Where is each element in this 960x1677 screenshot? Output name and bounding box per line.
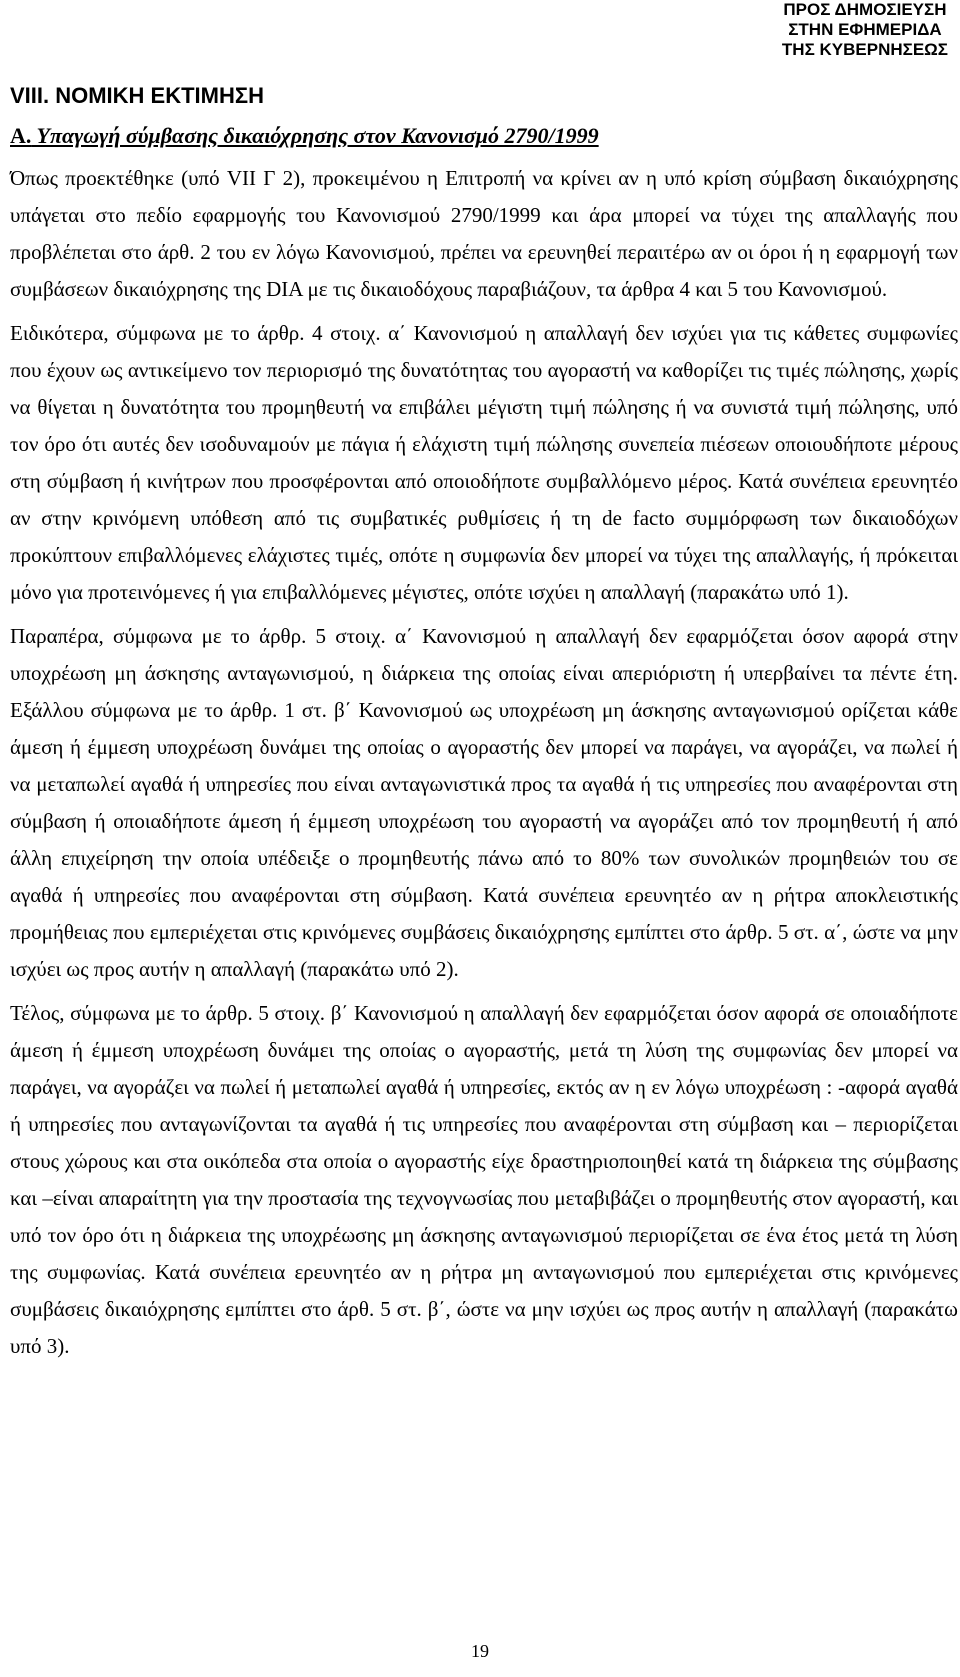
stamp-line-3: ΤΗΣ ΚΥΒΕΡΝΗΣΕΩΣ [781,40,948,59]
paragraph-1: Όπως προεκτέθηκε (υπό VII Γ 2), προκειμένου η Επιτροπή να κρίνει αν η υπό κρίση σύμβαση δικαιόχρησης υπάγεται στο πεδίο εφαρμογής του Κανονισμού 2790/1999 και άρα μπορεί να τύχει της απαλλαγής που προβλέπεται στο άρθ. 2 του εν λόγω Κανονισμού, πρέπει να ερευνηθεί περαιτέρω αν οι όροι ή η εφαρμογή των συμβάσεων δικαιόχρησης της DIA με τις δικαιοδόχους παραβιάζουν, τα άρθρα 4 και 5 του Κανονισμού. [10,166,958,301]
paragraph-2: Ειδικότερα, σύμφωνα με το άρθρ. 4 στοιχ. α΄ Κανονισμού η απαλλαγή δεν ισχύει για τις κάθετες συμφωνίες που έχουν ως αντικείμενο τον περιορισμό της δυνατότητας του αγοραστή να καθορίζει τις τιμές πώλησης, χωρίς να θίγεται η δυνατότητα του προμηθευτή να επιβάλει μέγιστη τιμή πώλησης ή να συνιστά τιμή πώλησης, υπό τον όρο ότι αυτές δεν ισοδυναμούν με πάγια ή ελάχιστη τιμή πώλησης συνεπεία πιέσεων οποιουδήποτε μέρους στη σύμβαση ή κινήτρων που προσφέρονται από οποιοδήποτε συμβαλλόμενο μέρος. Κατά συνέπεια ερευνητέο αν στην κρινόμενη υπόθεση από τις συμβατικές ρυθμίσεις ή τη de facto συμμόρφωση των δικαιοδόχων προκύπτουν επιβαλλόμενες ελάχιστες τιμές, οπότε η συμφωνία δεν μπορεί να τύχει της απαλλαγής, ή πρόκειται μόνο για προτεινόμενες ή για επιβαλλόμενες μέγιστες, οπότε ισχύει η απαλλαγή (παρακάτω υπό 1). [10,321,958,604]
publication-stamp [782,0,948,60]
page-number: 19 [471,1641,489,1661]
stamp-line-2: ΣΤΗΝ ΕΦΗΜΕΡΙΔΑ [788,20,942,39]
subsection-title-text: Υπαγωγή σύμβασης δικαιόχρησης στον Κανονισμό 2790/1999 [36,123,599,148]
stamp-line-1: ΠΡΟΣ ΔΗΜΟΣΙΕΥΣΗ [783,0,947,19]
subsection-number: Α. [10,123,32,148]
paragraph-3: Παραπέρα, σύμφωνα με το άρθρ. 5 στοιχ. α΄ Κανονισμού η απαλλαγή δεν εφαρμόζεται όσον αφορά στην υποχρέωση μη άσκησης ανταγωνισμού, η διάρκεια της οποίας είναι απεριόριστη ή υπερβαίνει τα πέντε έτη. Εξάλλου σύμφωνα με το άρθρ. 1 στ. β΄ Κανονισμού ως υποχρέωση μη άσκησης ανταγωνισμού ορίζεται κάθε άμεση ή έμμεση υποχρέωση δυνάμει της οποίας ο αγοραστής δεν μπορεί να παράγει, να αγοράζει, να πωλεί ή να μεταπωλεί αγαθά ή υπηρεσίες που είναι ανταγωνιστικά προς τα αγαθά ή τις υπηρεσίες που αναφέρονται στη σύμβαση ή οποιαδήποτε άμεση ή έμμεση υποχρέωση του αγοραστή να αγοράζει από τον προμηθευτή ή από άλλη επιχείρηση την οποία υπέδειξε ο προμηθευτής πάνω από το 80% των συνολικών προμηθειών του σε αγαθά ή υπηρεσίες που αναφέρονται στη σύμβαση. Κατά συνέπεια ερευνητέο αν η ρήτρα αποκλειστικής προμήθειας που εμπεριέχεται στις κρινόμενες συμβάσεις δικαιόχρησης εμπίπτει στο άρθρ. 5 στ. α΄, ώστε να μην ισχύει ως προς αυτήν η απαλλαγή (παρακάτω υπό 2). [10,624,958,981]
paragraph-4: Τέλος, σύμφωνα με το άρθρ. 5 στοιχ. β΄ Κανονισμού η απαλλαγή δεν εφαρμόζεται όσον αφορά σε οποιαδήποτε άμεση ή έμμεση υποχρέωση δυνάμει της οποίας ο αγοραστής, μετά τη λύση της συμφωνίας δεν μπορεί να παράγει, να αγοράζει να πωλεί ή μεταπωλεί αγαθά ή υπηρεσίες, εκτός αν η εν λόγω υποχρέωση : -αφορά αγαθά ή υπηρεσίες που ανταγωνίζονται τα αγαθά ή τις υπηρεσίες που αναφέρονται στη σύμβαση και – περιορίζεται στους χώρους και στα οικόπεδα στα οποία ο αγοραστής είχε δραστηριοποιηθεί κατά τη διάρκεια της σύμβασης και –είναι απαραίτητη για την προστασία της τεχνογνωσίας που μεταβιβάζει ο προμηθευτής στον αγοραστή, και υπό τον όρο ότι η διάρκεια της υποχρέωσης μη άσκησης ανταγωνισμού περιορίζεται σε ένα έτος μετά τη λύση της συμφωνίας. Κατά συνέπεια ερευνητέο αν η ρήτρα μη ανταγωνισμού που εμπεριέχεται στις κρινόμενες συμβάσεις δικαιόχρησης εμπίπτει στο άρθ. 5 στ. β΄, ώστε να μην ισχύει ως προς αυτήν η απαλλαγή (παρακάτω υπό 3). [10,1001,958,1358]
section-title: VIII. ΝΟΜΙΚΗ ΕΚΤΙΜΗΣΗ [10,83,264,108]
subsection-title [10,122,599,150]
document-body [10,160,958,1372]
